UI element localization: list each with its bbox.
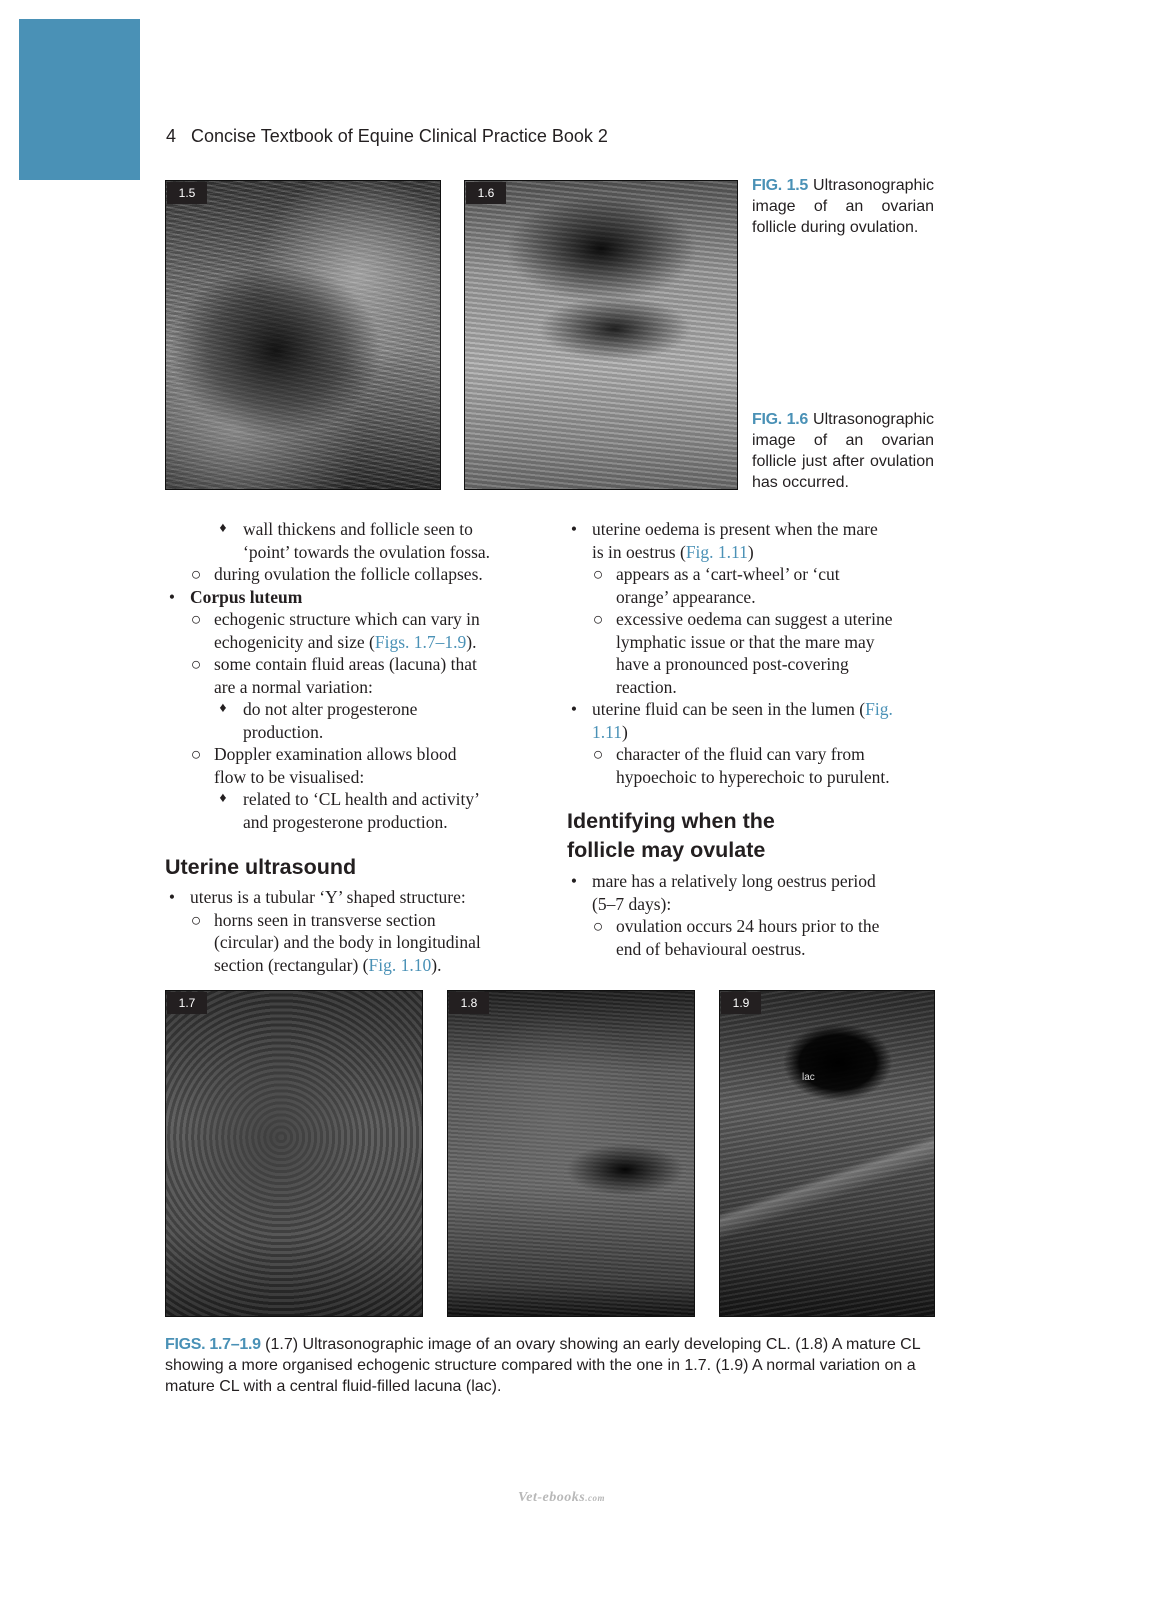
figure-ref: FIG. 1.5: [752, 177, 808, 194]
lacuna-label: lac: [802, 1072, 815, 1083]
list-item: ○ appears as a ‘cart-wheel’ or ‘cut orange’ appearance.: [592, 564, 840, 607]
list-item: • uterine oedema is present when the mare is in oestrus (Fig. 1.11): [570, 519, 878, 562]
figure-1-5-image: [165, 180, 441, 490]
figure-link[interactable]: Fig. 1.10: [368, 954, 432, 975]
figure-link[interactable]: Figs. 1.7–1.9: [374, 631, 467, 652]
list-item: ♦ do not alter progesterone production.: [219, 699, 418, 742]
caption-text: Ultrasonographic image of an ovarian follicle during ovulation.: [752, 177, 934, 236]
right-column: [567, 518, 939, 960]
list-item: • Corpus luteum: [168, 586, 303, 607]
book-title: Concise Textbook of Equine Clinical Practice Book 2: [191, 126, 608, 146]
figure-ref: FIGS. 1.7–1.9: [165, 1336, 261, 1353]
figure-1-6-image: [464, 180, 738, 490]
list-item: • mare has a relatively long oestrus period (5–7 days):: [570, 871, 876, 914]
list-item: ○ echogenic structure which can vary in echogenicity and size (Figs. 1.7–1.9).: [190, 609, 480, 652]
caption-text: (1.7) Ultrasonographic image of an ovary showing an early developing CL. (1.8) A mature CL showing a more organised echogenic structure compared with the one in 1.7. (1.9) A normal variation on a mature CL with a central fluid-filled lacuna (lac).: [165, 1336, 921, 1395]
figure-link[interactable]: Fig. 1.11: [685, 541, 748, 562]
caption-text: Ultrasonographic image of an ovarian follicle just after ovulation has occurred.: [752, 411, 934, 491]
watermark-logo: Vet-ebooks.com: [518, 1490, 605, 1505]
list-item: ○ ovulation occurs 24 hours prior to the end of behavioural oestrus.: [592, 916, 880, 959]
running-head: [166, 126, 608, 147]
list-item: ○ during ovulation the follicle collapses.: [190, 564, 483, 584]
list-item: ○ character of the fluid can vary from hypoechoic to hyperechoic to purulent.: [592, 744, 890, 787]
figure-1-9-image: [719, 990, 935, 1317]
figure-tag: 1.7: [167, 992, 207, 1014]
figure-1-7-image: [165, 990, 423, 1317]
figures-1-7-1-9-caption: [165, 1334, 937, 1397]
list-item: ○ some contain fluid areas (lacuna) that are a normal variation:: [190, 654, 477, 697]
figure-tag: 1.5: [167, 182, 207, 204]
figure-link[interactable]: Fig.: [865, 699, 893, 719]
figure-tag: 1.6: [466, 182, 506, 204]
list-item: ♦ related to ‘CL health and activity’ and progesterone production.: [219, 789, 480, 832]
list-item: ○ horns seen in transverse section (circular) and the body in longitudinal section (rectangular) (Fig. 1.10).: [190, 909, 481, 975]
list-item: ○ Doppler examination allows blood flow to be visualised:: [190, 744, 457, 787]
figure-tag: 1.9: [721, 992, 761, 1014]
page-number: 4: [166, 126, 177, 146]
left-column: [165, 518, 545, 976]
figure-1-6-caption: [752, 409, 934, 493]
list-item: • uterus is a tubular ‘Y’ shaped structure:: [168, 887, 466, 907]
figure-ref: FIG. 1.6: [752, 411, 808, 428]
figure-1-8-image: [447, 990, 695, 1317]
list-item: ♦ wall thickens and follicle seen to ‘point’ towards the ovulation fossa.: [219, 519, 491, 562]
list-item: ○ excessive oedema can suggest a uterine lymphatic issue or that the mare may have a pronounced post-covering reaction.: [592, 609, 893, 697]
section-heading: Uterine ultrasound: [165, 855, 357, 879]
chapter-tab: [19, 19, 140, 180]
list-item: • uterine fluid can be seen in the lumen (Fig. 1.11): [570, 699, 893, 742]
figure-1-5-caption: [752, 175, 934, 238]
figure-tag: 1.8: [449, 992, 489, 1014]
section-heading: Identifying when the follicle may ovulate: [567, 809, 775, 862]
figure-link[interactable]: 1.11: [592, 721, 622, 742]
